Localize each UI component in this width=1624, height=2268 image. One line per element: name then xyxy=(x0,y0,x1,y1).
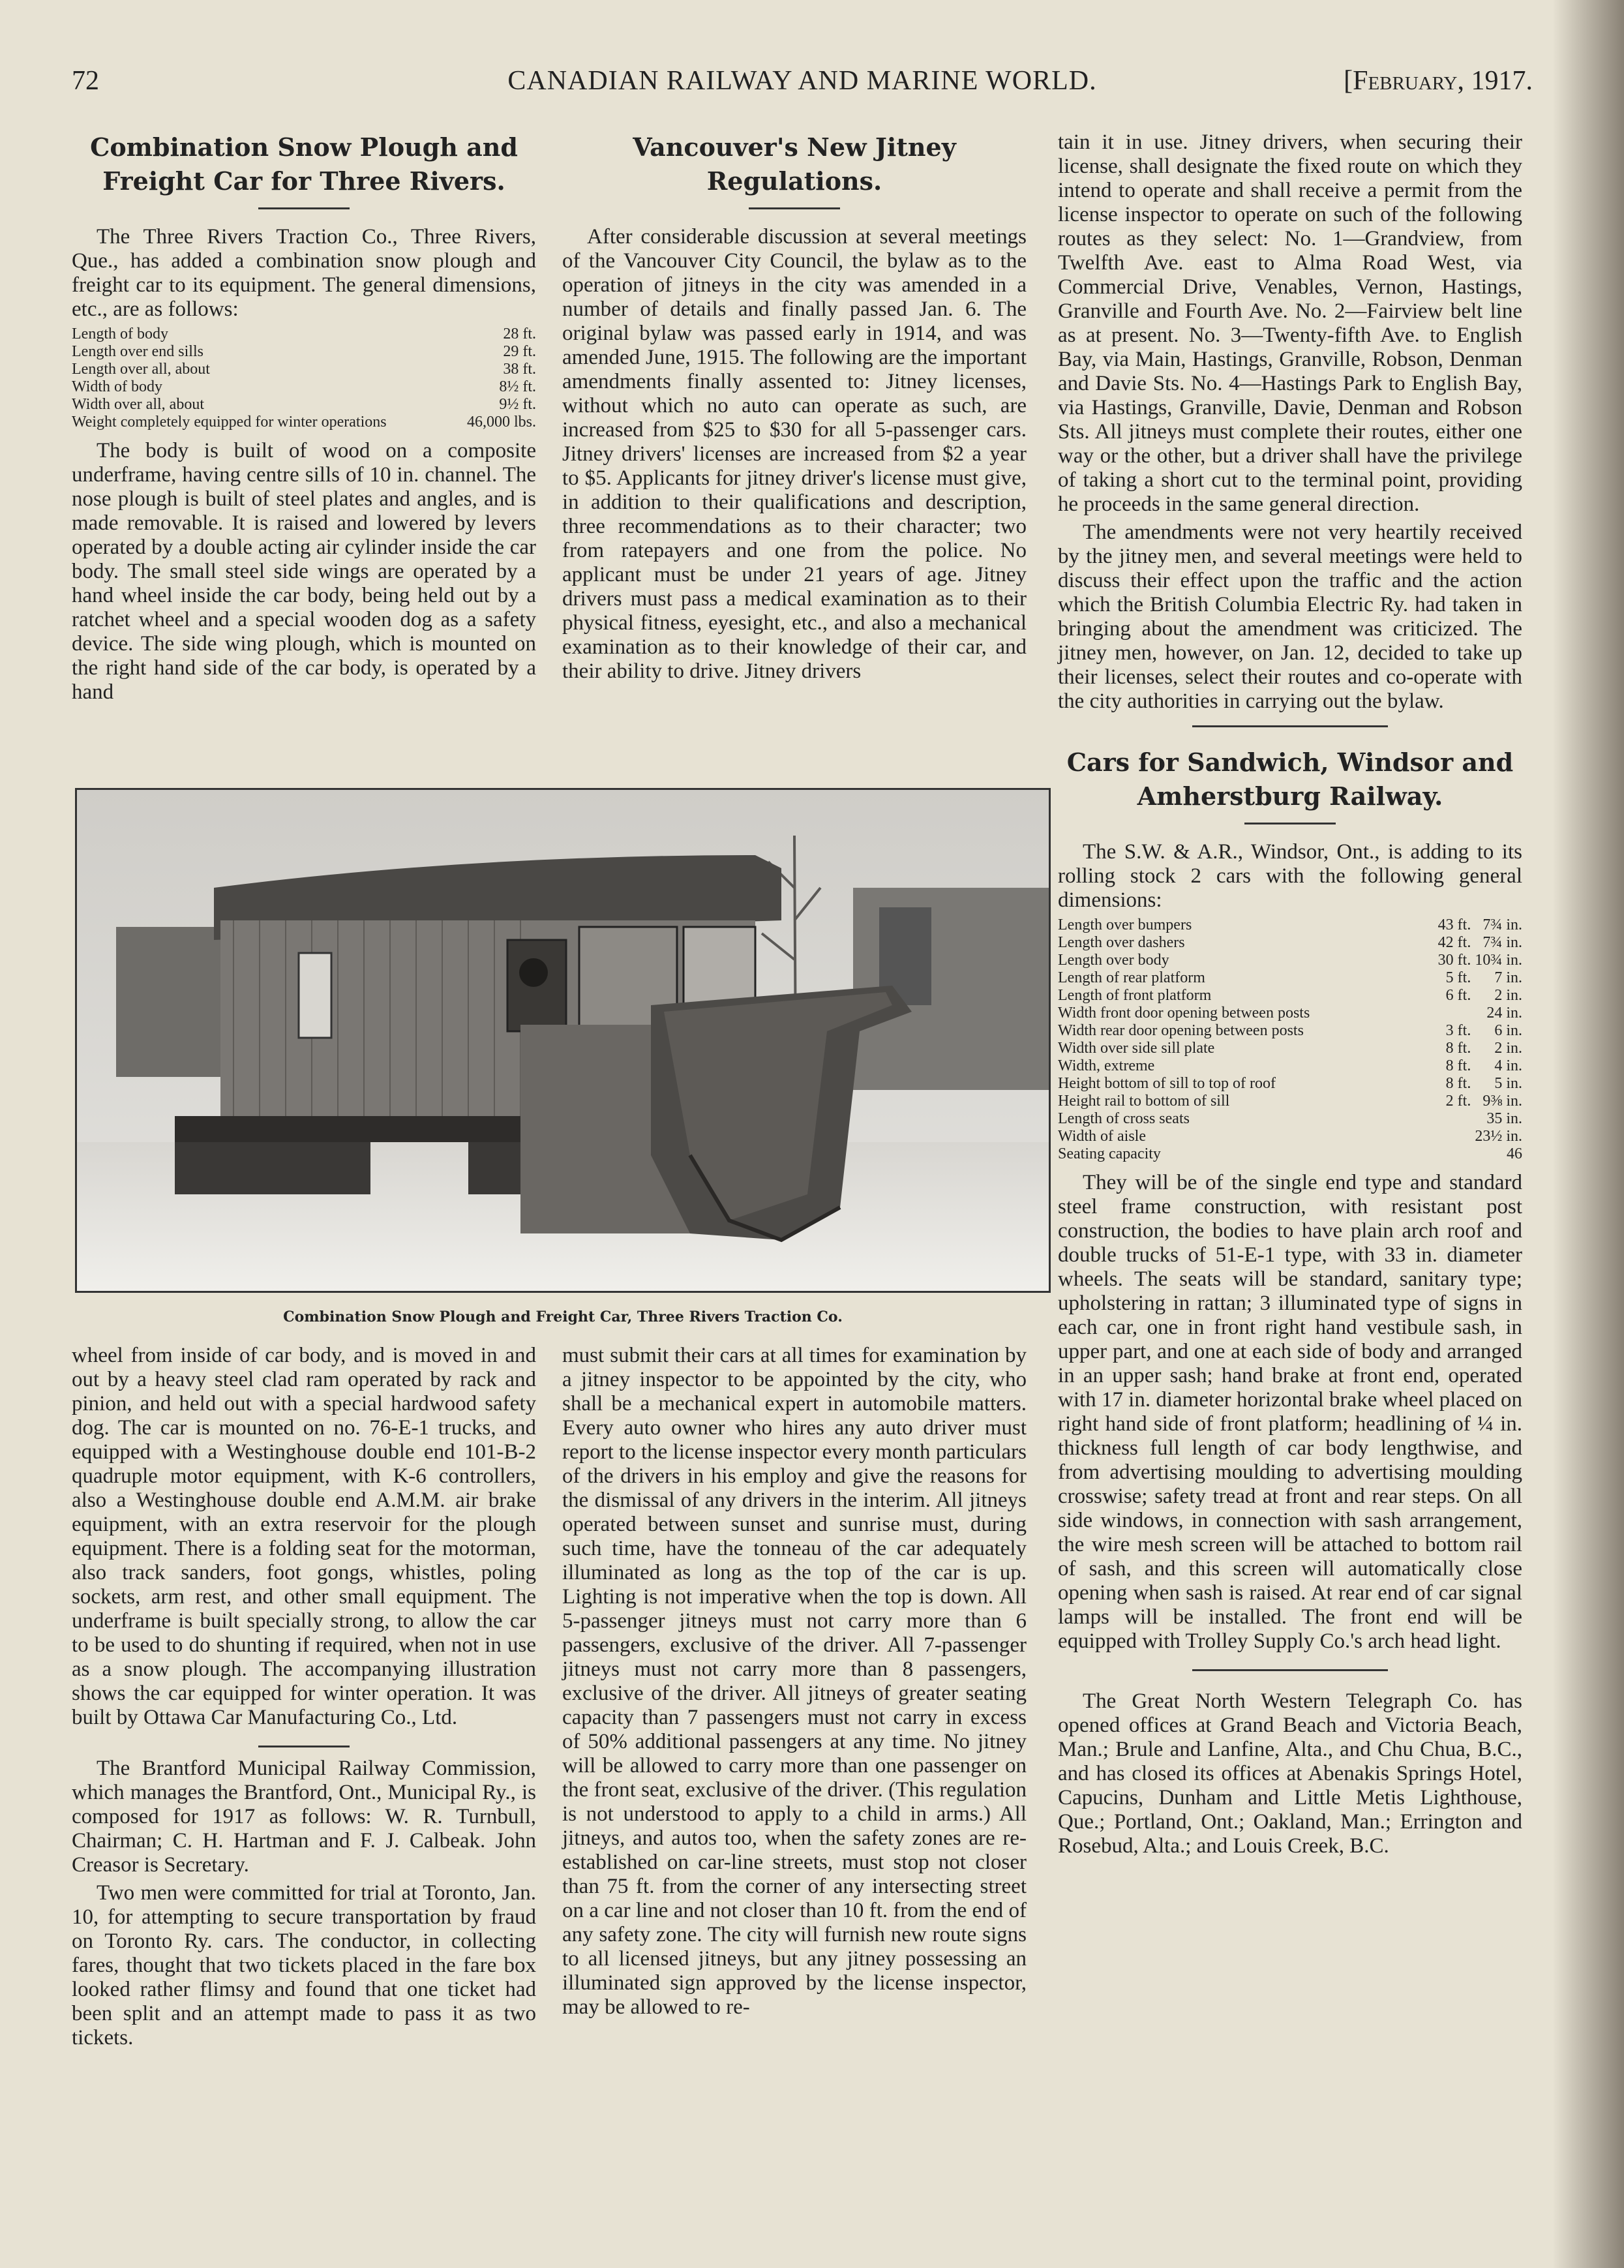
dim-label: Width of aisle xyxy=(1058,1128,1146,1145)
dim-ft: 8 ft. xyxy=(1445,1040,1471,1057)
dim-in: 2 in. xyxy=(1494,987,1522,1004)
table-row xyxy=(72,343,536,361)
table-row xyxy=(1058,1128,1522,1145)
section-rule xyxy=(258,1746,350,1747)
brantford-paragraph: The Brantford Municipal Railway Commission, which manages the Brantford, Ont., Municipal Ry., is composed for 1917 as follows: W. R. Turnbull, Chairman; C. H. Hartman and F. J. Calbeak. John Creasor is Secretary. xyxy=(72,1757,536,1877)
dim-label: Width over side sill plate xyxy=(1058,1040,1215,1057)
article-title-snow-plough: Combination Snow Plough and Freight Car for Three Rivers. xyxy=(90,132,518,196)
table-row xyxy=(1058,1057,1522,1075)
table-row xyxy=(1058,1005,1522,1022)
photo-caption: Combination Snow Plough and Freight Car, Three Rivers Traction Co. xyxy=(283,1308,843,1325)
article-paragraph: must submit their cars at all times for examination by a jitney inspector to be appointed by the city, who shall be a mechanical expert in automobile matters. Every auto owner who hires any auto driver must report to the license inspector every month particulars of the drivers in his employ and give the reasons for the dismissal of any drivers in the interim. All jitneys operated between sunset and sunrise must, during such time, have the tonneau of the car adequately illuminated as long as the top of the car is up. Lighting is not imperative when the top is down. All 5-passenger jitneys must not carry more than 6 passengers, exclusive of the driver. All 7-passenger jitneys must not carry more than 8 passengers, exclusive of the driver. All jitneys of greater seating capacity than 7 passengers must not carry in excess of 50% additional passengers at any time. No jitney will be allowed to carry more than one passenger on the front seat, exclusive of the driver. (This regulation is not understood to apply to a child in arms.) All jitneys, and autos too, when the safety zones are re-established on car-line streets, must stop not closer than 75 ft. from the corner of any intersecting street on a car line and not closer than 10 ft. from the end of any safety zone. The city will furnish new route signs to all licensed jitneys, but any jitney possessing an illuminated sign approved by the license inspector, may be allowed to re- xyxy=(562,1344,1027,2019)
dim-in: 7¾ in. xyxy=(1482,934,1522,951)
table-row xyxy=(1058,1022,1522,1040)
dim-ft: 6 ft. xyxy=(1445,987,1471,1004)
snow-plough-photo xyxy=(75,788,1051,1293)
dim-label: Width, extreme xyxy=(1058,1057,1155,1074)
dim-label: Width rear door opening between posts xyxy=(1058,1022,1304,1039)
column-2-top xyxy=(562,130,1027,688)
dim-label: Length over dashers xyxy=(1058,934,1185,951)
dim-in: 46 xyxy=(1507,1145,1522,1162)
article-title-sandwich-cars: Cars for Sandwich, Windsor and Amherstburg Railway. xyxy=(1066,748,1514,811)
dim-ft: 42 ft. xyxy=(1437,934,1471,951)
page-number: 72 xyxy=(72,66,99,96)
dim-label: Seating capacity xyxy=(1058,1145,1161,1162)
dim-ft: 5 ft. xyxy=(1445,969,1471,986)
dim-label: Length of cross seats xyxy=(1058,1110,1190,1127)
dim-value: 46,000 lbs. xyxy=(466,414,536,431)
dim-ft xyxy=(1417,1145,1471,1163)
table-row xyxy=(1058,952,1522,969)
fraud-paragraph: Two men were committed for trial at Toronto, Jan. 10, for attempting to secure transportation by fraud on Toronto Ry. cars. The conductor, in collecting fares, thought that two tickets placed in the fare box looked rather flimsy and found that one ticket had been split and an attempt made to pass it as two tickets. xyxy=(72,1881,536,2049)
dim-ft: 43 ft. xyxy=(1437,916,1471,933)
dim-value: 29 ft. xyxy=(503,343,536,360)
telegraph-paragraph: The Great North Western Telegraph Co. has opened offices at Grand Beach and Victoria Beach, Man.; Brule and Lanfine, Alta., and Chu Chua, B.C., and has closed its offices at Abenakis Springs Hotel, Capucins, Dunham and Little Metis Lighthouse, Que.; Portland, Ont.; Oakland, Man.; Errington and Rosebud, Alta.; and Louis Creek, B.C. xyxy=(1058,1689,1522,1858)
dim-in: 10¾ in. xyxy=(1475,952,1522,969)
dim-ft xyxy=(1417,1110,1471,1128)
article-paragraph: The S.W. & A.R., Windsor, Ont., is adding to its rolling stock 2 cars with the following general dimensions: xyxy=(1058,840,1522,912)
dim-in: 9⅜ in. xyxy=(1482,1093,1522,1110)
dim-ft: 8 ft. xyxy=(1445,1057,1471,1074)
dim-in: 23½ in. xyxy=(1475,1128,1522,1145)
dim-ft: 8 ft. xyxy=(1445,1075,1471,1092)
dim-ft: 3 ft. xyxy=(1445,1022,1471,1039)
section-rule xyxy=(1192,725,1388,727)
dim-in: 6 in. xyxy=(1494,1022,1522,1039)
dim-label: Weight completely equipped for winter operations xyxy=(72,414,387,431)
column-3 xyxy=(1058,130,1522,1862)
dim-label: Length over bumpers xyxy=(1058,916,1192,933)
dim-in: 7¾ in. xyxy=(1482,916,1522,933)
dim-label: Height bottom of sill to top of roof xyxy=(1058,1075,1276,1092)
article-paragraph: The Three Rivers Traction Co., Three Rivers, Que., has added a combination snow plough and freight car to its equipment. The general dimensions, etc., are as follows: xyxy=(72,225,536,321)
title-rule xyxy=(749,207,840,209)
publication-title: CANADIAN RAILWAY AND MARINE WORLD. xyxy=(507,66,1097,96)
dim-label: Length of front platform xyxy=(1058,987,1212,1004)
table-row xyxy=(72,378,536,396)
car-dimensions-table xyxy=(1058,916,1522,1163)
dim-in: 35 in. xyxy=(1486,1110,1522,1127)
title-rule xyxy=(258,207,350,209)
dim-ft: 30 ft. xyxy=(1437,952,1471,969)
dim-ft: 2 ft. xyxy=(1445,1093,1471,1110)
dim-ft xyxy=(1417,1005,1471,1022)
dim-in: 7 in. xyxy=(1494,969,1522,986)
table-row xyxy=(72,396,536,414)
table-row xyxy=(1058,1145,1522,1163)
dim-label: Length of rear platform xyxy=(1058,969,1205,986)
dim-label: Length over body xyxy=(1058,952,1169,969)
table-row xyxy=(1058,969,1522,987)
dim-label: Width front door opening between posts xyxy=(1058,1005,1310,1021)
table-row xyxy=(1058,987,1522,1005)
table-row xyxy=(1058,1040,1522,1057)
snow-plough-illustration xyxy=(77,790,1049,1291)
issue-date: [February, 1917. xyxy=(1344,66,1533,96)
title-rule xyxy=(1244,823,1336,824)
table-row xyxy=(72,414,536,431)
dim-value: 28 ft. xyxy=(503,325,536,342)
column-1-bottom xyxy=(72,1344,536,2054)
dim-label: Width over all, about xyxy=(72,396,204,413)
dim-label: Length of body xyxy=(72,325,168,342)
article-title-jitney: Vancouver's New Jitney Regulations. xyxy=(633,132,956,196)
dim-value: 9½ ft. xyxy=(499,396,536,413)
dim-value: 8½ ft. xyxy=(499,378,536,395)
column-2-bottom xyxy=(562,1344,1027,2023)
table-row xyxy=(72,325,536,343)
table-row xyxy=(1058,1110,1522,1128)
article-paragraph: The amendments were not very heartily received by the jitney men, and several meetings were held to discuss their effect upon the traffic and the action which the British Columbia Electric Ry. had taken in bringing about the amendment was criticized. The jitney men, however, on Jan. 12, decided to take up their licenses, select their routes and co-operate with the city authorities in carrying out the bylaw. xyxy=(1058,521,1522,713)
dim-value: 38 ft. xyxy=(503,361,536,378)
article-paragraph: tain it in use. Jitney drivers, when securing their license, shall designate the fixed route on which they intend to operate and shall receive a permit from the license inspector to operate on such of the following routes as they select: No. 1—Grandview, from Twelfth Ave. east to Alma Road West, via Commercial Drive, Venables, Vernon, Hastings, Granville and Fourth Ave. No. 2—Fairview belt line as at present. No. 3—Twenty-fifth Ave. to English Bay, via Main, Hastings, Granville, Robson, Denman and Davie Sts. No. 4—Hastings Park to English Bay, via Hastings, Granville, Davie, Denman and Robson Sts. All jitneys must complete their routes, either one way or the other, but a driver shall have the privilege of taking a short cut to the terminal point, providing he proceeds in the same general direction. xyxy=(1058,130,1522,516)
dim-in: 24 in. xyxy=(1486,1005,1522,1021)
dim-in: 4 in. xyxy=(1494,1057,1522,1074)
article-paragraph: The body is built of wood on a composite underframe, having centre sills of 10 in. channel. The nose plough is built of steel plates and angles, and is made removable. It is raised and lowered by levers operated by a double acting air cylinder inside the car body. The small steel side wings are operated by a hand wheel inside the car body, being held out by a ratchet wheel and a special wooden dog as a safety device. The side wing plough, which is mounted on the right hand side of the car body, is operated by a hand xyxy=(72,439,536,704)
table-row xyxy=(1058,1093,1522,1110)
dim-label: Length over end sills xyxy=(72,343,203,360)
dim-label: Width of body xyxy=(72,378,163,395)
dim-in: 2 in. xyxy=(1494,1040,1522,1057)
article-paragraph: wheel from inside of car body, and is moved in and out by a heavy steel clad ram operated by rack and pinion, and held out with a special hardwood safety dog. The car is mounted on no. 76-E-1 trucks, and equipped with a Westinghouse double end 101-B-2 quadruple motor equipment, with K-6 controllers, also a Westinghouse double end A.M.M. air brake equipment, with an extra reservoir for the plough equipment. There is a folding seat for the motorman, also track sanders, foot gongs, whistles, poling sockets, arm rest, and other small equipment. The underframe is built specially strong, to allow the car to be used to do shunting if required, when not in use as a snow plough. The accompanying illustration shows the car equipped for winter operation. It was built by Ottawa Car Manufacturing Co., Ltd. xyxy=(72,1344,536,1729)
dim-ft xyxy=(1417,1128,1471,1145)
article-paragraph: After considerable discussion at several meetings of the Vancouver City Council, the bylaw as to the operation of jitneys in the city was amended in a number of details and finally passed Jan. 6. The original bylaw was passed early in 1914, and was amended June, 1915. The following are the important amendments finally assented to: Jitney licenses, without which no auto can operate as such, are increased from $25 to $30 for all 5-passenger cars. Jitney drivers' licenses are increased from $2 a year to $5. Applicants for jitney driver's license must give, in addition to their qualifications and description, three recommendations as to their character; two from ratepayers and one from the police. No applicant must be under 21 years of age. Jitney drivers must pass a medical examination as to their physical fitness, eyesight, etc., and also a mechanical examination as to their knowledge of their car, and their ability to drive. Jitney drivers xyxy=(562,225,1027,683)
article-paragraph: They will be of the single end type and standard steel frame construction, with resistant post construction, the bodies to have plain arch roof and double trucks of 51-E-1 type, with 33 in. diameter wheels. The seats will be standard, sanitary type; upholstering in rattan; 3 illuminated type of signs in each car, one in front right hand vestibule sash, in upper part, and one at each side of body and arranged in an upper sash; hand brake at front end, operated with 17 in. diameter horizontal brake wheel placed on right hand side of front platform; headlining of ¼ in. thickness full length of car body lengthwise, and from advertising moulding to advertising moulding crosswise; safety tread at front and rear steps. On all side windows, in connection with sash arrangement, the wire mesh screen will be attached to bottom rail of sash, and this screen will automatically close opening when sash is raised. At rear end of car signal lamps will be installed. The front end will be equipped with Trolley Supply Co.'s arch head light. xyxy=(1058,1171,1522,1653)
table-row xyxy=(1058,934,1522,952)
dim-in: 5 in. xyxy=(1494,1075,1522,1092)
column-1-top xyxy=(72,130,536,708)
page-gutter-shadow xyxy=(1552,0,1624,2268)
table-row xyxy=(1058,916,1522,934)
running-header xyxy=(72,65,1533,111)
dim-label: Height rail to bottom of sill xyxy=(1058,1093,1230,1110)
dim-label: Length over all, about xyxy=(72,361,210,378)
dimensions-table xyxy=(72,325,536,431)
table-row xyxy=(72,361,536,378)
section-rule xyxy=(1192,1669,1388,1671)
table-row xyxy=(1058,1075,1522,1093)
